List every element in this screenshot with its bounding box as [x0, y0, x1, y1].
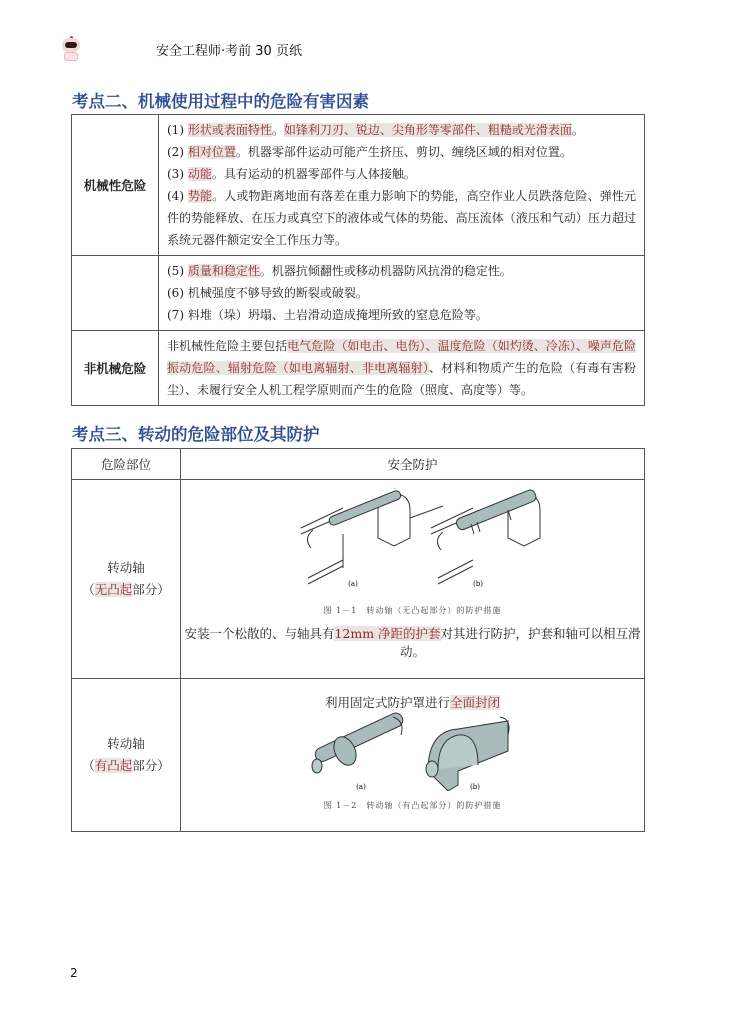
list-item: (7) 料堆（垛）坍塌、土岩滑动造成掩埋所致的窒息危险等。 [167, 308, 488, 322]
list-item: (6) 机械强度不够导致的断裂或破裂。 [167, 286, 368, 300]
page-number: 2 [70, 966, 78, 980]
header-title: 安全工程师·考前 30 页纸 [156, 43, 302, 59]
shaft-figure-2 [303, 711, 523, 791]
protection-description: 利用固定式防护罩进行全面封闭 [324, 695, 501, 710]
protection-description: 安装一个松散的、与轴具有12mm 净距的护套对其进行防护，护套和轴可以相互滑动。 [184, 626, 641, 659]
list-item: (2) 相对位置。机器零部件运动可能产生挤压、剪切、缠绕区域的相对位置。 [167, 145, 572, 159]
figure-caption: 图 1－2 转动轴（有凸起部分）的防护措施 [323, 801, 502, 810]
figure-subcaption: (b) [469, 783, 480, 791]
column-header: 安全防护 [181, 449, 645, 480]
row-content [181, 480, 645, 679]
list-item: (5) 质量和稳定性。机器抗倾翻性或移动机器防风抗滑的稳定性。 [167, 264, 512, 278]
row-label: 机械性危险 [72, 115, 159, 256]
row-label: 非机械危险 [72, 331, 159, 406]
list-item: (1) 形状或表面特性。如锋利刀刃、锐边、尖角形等零部件、粗糙或光滑表面。 [167, 123, 584, 137]
row-content: 非机械性危险主要包括电气危险（如电击、电伤）、温度危险（如灼烫、冷冻）、噪声危险振动危险、辐射危险（如电离辐射、非电离辐射）、材料和物质产生的危险（有毒有害粉尘）、未履行安全人机工程学原则而产生的危险（照度、高度等）等。 [159, 331, 645, 406]
figure-caption: 图 1－1 转动轴（无凸起部分）的防护措施 [323, 606, 502, 615]
figure-subcaption: (a) [355, 783, 366, 791]
column-header: 危险部位 [72, 449, 181, 480]
flanged-shaft-illustration [312, 711, 405, 773]
table-row [72, 331, 645, 406]
list-item: (3) 动能。具有运动的机器零部件与人体接触。 [167, 167, 416, 181]
table-row [72, 115, 645, 256]
table-row [72, 256, 645, 331]
row-content [159, 115, 645, 256]
row-content [181, 679, 645, 832]
robot-mascot-icon [60, 36, 82, 62]
section-title: 考点二、机械使用过程中的危险有害因素 [72, 92, 369, 111]
table-row [72, 480, 645, 679]
row-label: 转动轴 （有凸起部分） [72, 679, 181, 832]
page-header [60, 34, 302, 64]
hazard-factors-table [71, 114, 645, 406]
list-item: (4) 势能。人或物距离地面有落差在重力影响下的势能，高空作业人员跌落危险、弹性元件的势能释放、在压力或真空下的液体或气体的势能、高压流体（液压和气动）压力超过系统元器件额定安全工作压力等。 [167, 189, 636, 247]
table-header-row [72, 449, 645, 480]
shaft-figure-1 [283, 488, 543, 588]
row-label: 转动轴 （无凸起部分） [72, 480, 181, 679]
section-title: 考点三、转动的危险部位及其防护 [72, 425, 320, 444]
row-content [159, 256, 645, 331]
shaft-illustration-b [431, 489, 540, 584]
shaft-illustration-a [301, 488, 443, 584]
table-row [72, 679, 645, 832]
figure-subcaption: (b) [472, 580, 483, 588]
rotating-parts-table [71, 448, 645, 832]
guard-cover-illustration [426, 717, 509, 791]
figure-subcaption: (a) [347, 580, 358, 588]
